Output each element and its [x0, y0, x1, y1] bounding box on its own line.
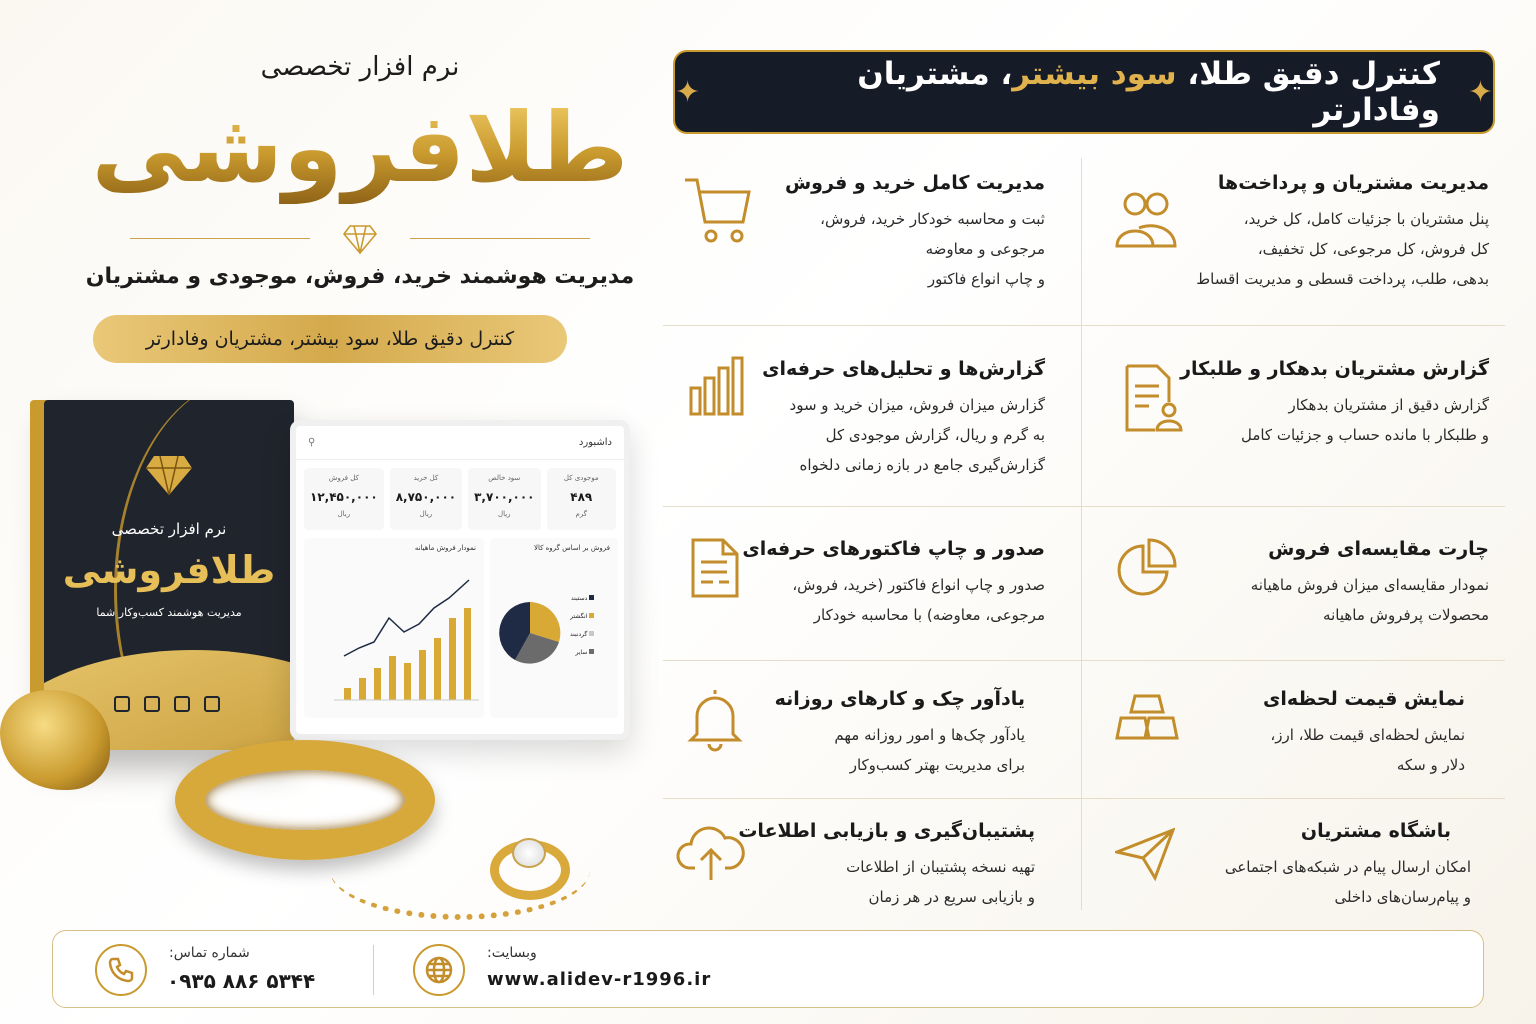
feature-title: یادآور چک و کارهای روزانه: [774, 688, 1025, 710]
settings-icon: [204, 696, 220, 712]
stat-unit: ریال: [419, 510, 433, 518]
feature-line: پنل مشتریان با جزئیات کامل، کل خرید،: [1243, 210, 1489, 228]
globe-icon: [413, 944, 465, 996]
feature-line: مرجوعی و معاوضه: [925, 240, 1045, 258]
feature-customers: [1169, 172, 1489, 294]
stat-card: [468, 468, 540, 530]
banner-part1: کنترل دقیق طلا،: [1176, 56, 1440, 92]
stat-value: ۸,۷۵۰,۰۰۰: [395, 490, 457, 504]
phone-icon: [95, 944, 147, 996]
stat-cards: [296, 460, 624, 530]
feature-line: گزارش دقیق از مشتریان بدهکار: [1288, 396, 1489, 414]
cloud-upload-icon: [675, 822, 747, 888]
chart-bar: [434, 638, 441, 700]
feature-line: نمایش لحظه‌ای قیمت طلا، ارز،: [1270, 726, 1465, 744]
feature-title: گزارش مشتریان بدهکار و طلبکار: [1180, 358, 1489, 380]
feature-title: مدیریت کامل خرید و فروش: [784, 172, 1045, 194]
pie-legend: [570, 590, 594, 662]
feature-line: مرجوعی، معاوضه) با محاسبه خودکار: [813, 606, 1045, 624]
feature-title: چارت مقایسه‌ای فروش: [1268, 538, 1489, 560]
feature-line: گزارش میزان فروش، میزان خرید و سود: [789, 396, 1045, 414]
banner-text: [728, 56, 1440, 128]
legend-label: گردنبند: [570, 631, 588, 638]
hero-pill: [93, 315, 567, 363]
feature-title: مدیریت مشتریان و پرداخت‌ها: [1217, 172, 1489, 194]
feature-live-price: [1165, 688, 1465, 780]
stat-unit: ریال: [337, 510, 351, 518]
stat-label: کل فروش: [328, 474, 359, 482]
dashboard-preview: [290, 420, 630, 740]
feature-title: صدور و چاپ فاکتورهای حرفه‌ای: [742, 538, 1045, 560]
feature-debtors: [1159, 358, 1489, 450]
feature-line: ثبت و محاسبه خودکار خرید، فروش،: [820, 210, 1045, 228]
feature-line: نمودار مقایسه‌ای میزان فروش ماهیانه: [1250, 576, 1489, 594]
divider: [130, 222, 590, 256]
gold-bangle-image: [175, 740, 435, 860]
dashboard-header: [296, 426, 624, 460]
bell-icon: [687, 686, 743, 756]
line-bar-chart: [304, 538, 484, 718]
chart-bar: [404, 663, 411, 700]
legend-item: [570, 644, 594, 662]
legend-label: سایر: [575, 649, 588, 656]
feature-line: و طلبکار با مانده حساب و جزئیات کامل: [1240, 426, 1489, 444]
feature-reports: [745, 358, 1045, 480]
chart-bar: [344, 688, 351, 700]
stat-label: کل خرید: [413, 474, 439, 482]
diamond-icon: [144, 450, 194, 498]
box-icons: [114, 696, 220, 712]
feature-title: پشتیبان‌گیری و بازیابی اطلاعات: [738, 820, 1035, 842]
feature-line: برای مدیریت بهتر کسب‌وکار: [849, 756, 1025, 774]
feature-title: نمایش قیمت لحظه‌ای: [1262, 688, 1465, 710]
legend-label: دستبند: [571, 595, 588, 602]
legend-label: انگشتر: [570, 613, 588, 620]
hero-tagline: مدیریت هوشمند خرید، فروش، موجودی و مشتریان: [85, 264, 635, 289]
feature-reminder: [745, 688, 1025, 780]
feature-line: دلار و سکه: [1396, 756, 1465, 774]
feature-line: به گرم و ریال، گزارش موجودی کل: [825, 426, 1045, 444]
stat-label: سود خالص: [488, 474, 521, 482]
stat-card: [390, 468, 462, 530]
chart-bar: [419, 650, 426, 700]
feature-line: و چاپ انواع فاکتور: [927, 270, 1045, 288]
sparkle-icon: ✦: [675, 74, 701, 110]
feature-line: امکان ارسال پیام در شبکه‌های اجتماعی: [1224, 858, 1471, 876]
feature-line: و بازیابی سریع در هر زمان: [868, 888, 1035, 906]
legend-item: [570, 590, 594, 608]
chart-bar: [464, 608, 471, 700]
box-subtitle: نرم افزار تخصصی: [111, 520, 227, 538]
sparkle-icon: ✦: [1467, 74, 1493, 110]
feature-title: باشگاه مشتریان: [1300, 820, 1451, 842]
bar-chart-icon: [687, 354, 747, 422]
hero-pill-text: کنترل دقیق طلا، سود بیشتر، مشتریان وفادارتر: [145, 328, 515, 350]
users-icon: [1113, 188, 1179, 254]
pie-graphic: [490, 538, 618, 718]
cart-icon: [683, 172, 753, 250]
chart-bar: [359, 678, 366, 700]
invoice-icon: [689, 536, 741, 604]
legend-item: [570, 608, 594, 626]
website-link[interactable]: www.alidev-r1996.ir: [487, 969, 712, 990]
pie-chart: [490, 538, 618, 718]
search-icon: ⚲: [308, 437, 316, 448]
pie-chart-title: فروش بر اساس گروه کالا: [533, 544, 610, 552]
feature-line: کل فروش، کل مرجوعی، کل تخفیف،: [1257, 240, 1489, 258]
stat-label: موجودی کل: [563, 474, 599, 482]
dashboard-title: داشبورد: [578, 437, 612, 448]
chart-bar: [374, 668, 381, 700]
box-title: طلافروشی: [62, 548, 276, 592]
feature-line: گزارش‌گیری جامع در بازه زمانی دلخواه: [799, 456, 1045, 474]
banner-part2: ، مشتریان وفادارتر: [857, 56, 1440, 128]
stat-card: [547, 468, 617, 530]
report-user-icon: [1123, 362, 1183, 438]
feature-compare-chart: [1189, 538, 1489, 630]
feature-line: صدور و چاپ انواع فاکتور (خرید، فروش،: [792, 576, 1045, 594]
feature-title: گزارش‌ها و تحلیل‌های حرفه‌ای: [762, 358, 1045, 380]
legend-item: [570, 626, 594, 644]
doc-icon: [174, 696, 190, 712]
stat-unit: ریال: [498, 510, 511, 518]
send-icon: [1115, 826, 1175, 886]
feature-line: یادآور چک‌ها و امور روزانه مهم: [834, 726, 1025, 744]
chart-icon: [114, 696, 130, 712]
stat-unit: گرم: [575, 510, 588, 518]
hero-title: طلافروشی: [40, 92, 680, 204]
line-chart-title: نمودار فروش ماهیانه: [414, 544, 476, 552]
stat-value: ۱۲,۴۵۰,۰۰۰: [310, 490, 378, 504]
chart-bar: [449, 618, 456, 700]
headline-banner: [673, 50, 1495, 134]
phone-label: شماره تماس:: [169, 945, 250, 961]
contact-footer: [52, 930, 1484, 1008]
box-tagline: مدیریت هوشمند کسب‌وکار شما: [96, 606, 242, 619]
sales-chart-graphic: [304, 538, 484, 718]
feature-backup: [738, 820, 1035, 912]
feature-line: بدهی، طلب، پرداخت قسطی و مدیریت اقساط: [1196, 270, 1489, 288]
hero-subtitle: نرم افزار تخصصی: [260, 52, 460, 82]
stat-card: [304, 468, 384, 530]
stat-value: ۳,۷۰۰,۰۰۰: [474, 490, 535, 504]
dashboard-charts: [296, 530, 624, 726]
feature-invoices: [742, 538, 1045, 630]
users-icon: [144, 696, 160, 712]
feature-buy-sell: [745, 172, 1045, 294]
feature-line: و پیام‌رسان‌های داخلی: [1334, 888, 1471, 906]
gold-nugget-image: [0, 690, 110, 790]
features-grid: [663, 158, 1505, 910]
diamond-stone-image: [512, 838, 546, 868]
chart-bar: [389, 656, 396, 700]
feature-line: محصولات پرفروش ماهیانه: [1323, 606, 1489, 624]
pie-chart-icon: [1115, 538, 1177, 604]
website-label: وبسایت:: [487, 945, 537, 961]
gold-bars-icon: [1115, 690, 1179, 748]
feature-line: تهیه نسخه پشتیبان از اطلاعات: [846, 858, 1035, 876]
phone-number[interactable]: ۰۹۳۵ ۸۸۶ ۵۳۴۴: [167, 969, 316, 993]
diamond-icon: [342, 222, 378, 256]
banner-highlight: سود بیشتر: [1012, 56, 1177, 92]
stat-value: ۴۸۹: [570, 490, 593, 504]
feature-customer-club: [1151, 820, 1471, 912]
